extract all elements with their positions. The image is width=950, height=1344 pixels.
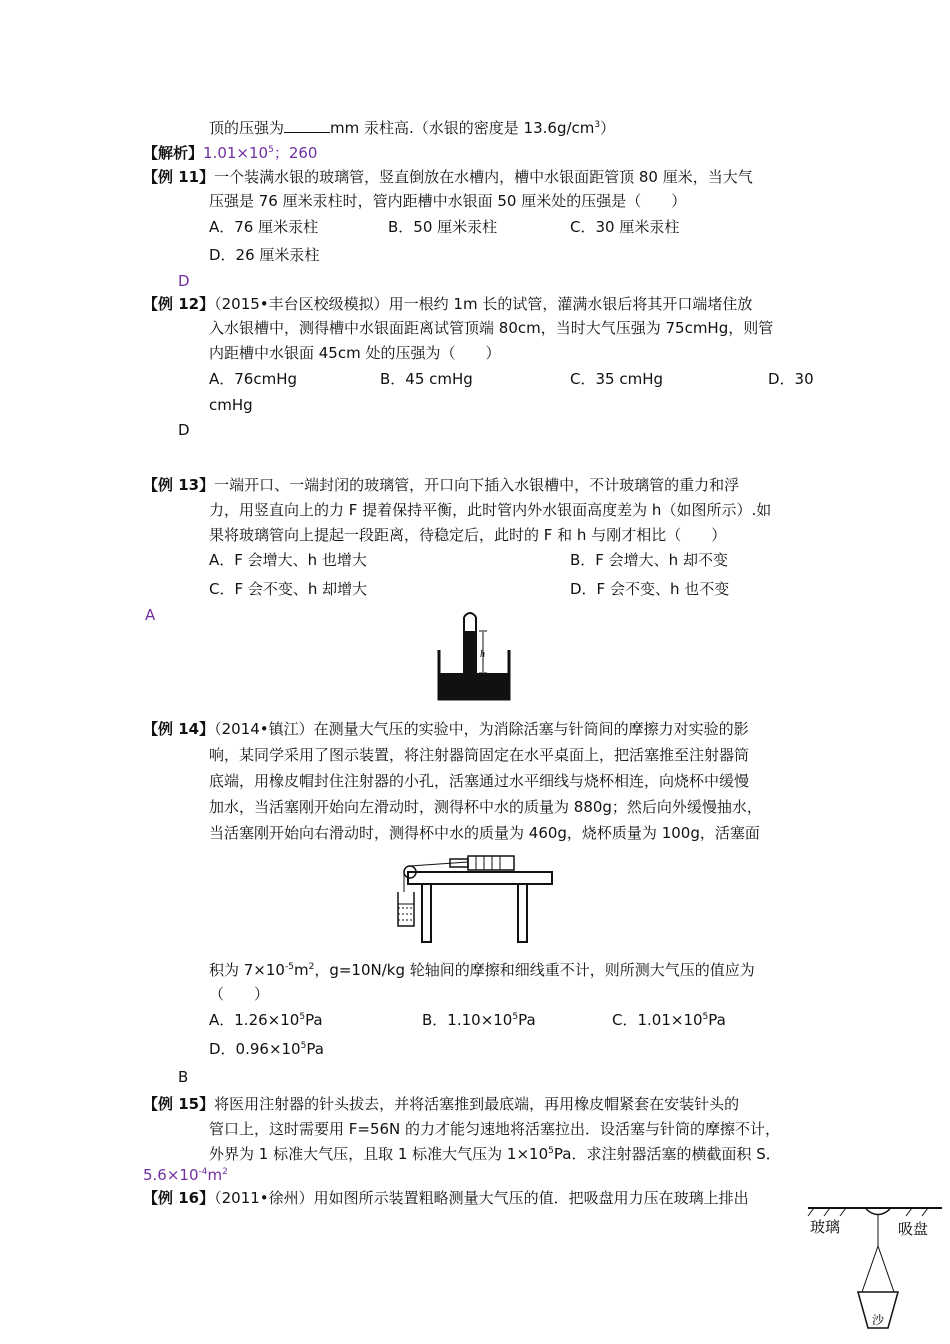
- q13-line2: 力，用竖直向上的力 F 提着保持平衡，此时管内外水银面高度差为 h（如图所示）.如: [209, 501, 772, 519]
- glass-label: 玻璃: [810, 1218, 841, 1236]
- suction-cup-figure: [806, 1196, 946, 1336]
- q15-line2: 管口上，这时需要用 F=56N 的力才能匀速地将活塞拉出．设活塞与针筒的摩擦不计，: [209, 1120, 781, 1138]
- q15-line1: 【例 15】将医用注射器的针头拔去，并将活塞推到最底端，再用橡皮帽紧套在安装针头的: [143, 1095, 740, 1113]
- q13-option-b: B．F 会增大、h 却不变: [570, 551, 728, 569]
- q13-option-a: A．F 会增大、h 也增大: [209, 551, 367, 569]
- q11-line2: 压强是 76 厘米汞柱时，管内距槽中水银面 50 厘米处的压强是（ ）: [209, 192, 687, 210]
- q12-option-b: B．45 cmHg: [380, 370, 473, 388]
- q14-option-d: D．$0.96\times 10^5Pa$: [209, 1040, 324, 1058]
- mercury-tube-figure: [436, 605, 512, 701]
- q14-line4: 加水，当活塞刚开始向左滑动时，测得杯中水的质量为 880g；然后向外缓慢抽水，: [209, 798, 762, 816]
- q13-option-c: C．F 会不变、h 却增大: [209, 580, 368, 598]
- analysis-line: 【解析】$1.01\times 10^5$；260: [143, 144, 318, 162]
- q12-line2: 入水银槽中，测得槽中水银面距离试管顶端 80cm，当时大气压强为 75cmHg，则管: [209, 319, 774, 337]
- q13-line3: 果将玻璃管向上提起一段距离，待稳定后，此时的 F 和 h 与刚才相比（ ）: [209, 526, 727, 544]
- q12-option-c: C．35 cmHg: [570, 370, 663, 388]
- suction-cup-label: 吸盘: [898, 1220, 929, 1238]
- q12-answer: D: [178, 421, 190, 439]
- q13-line1: 【例 13】一端开口、一端封闭的玻璃管，开口向下插入水银槽中，不计玻璃管的重力和浮: [143, 476, 740, 494]
- q14-line6: 积为 $7\times 10^{-5}m^2$，g=10N/kg 轮轴间的摩擦和细线重不计，则所测大气压的值应为: [209, 961, 755, 979]
- q16-line1: 【例 16】（2011•徐州）用如图所示装置粗略测量大气压的值．把吸盘用力压在玻璃上排出: [143, 1189, 749, 1207]
- q12-line3: 内距槽中水银面 45cm 处的压强为（ ）: [209, 344, 501, 362]
- syringe-table-figure: [388, 848, 556, 944]
- q14-line3: 底端，用橡皮帽封住注射器的小孔，活塞通过水平细线与烧杯相连，向烧杯中缓慢: [209, 772, 750, 790]
- q11-option-b: B．50 厘米汞柱: [388, 218, 498, 236]
- text-line: 顶的压强为 mm 汞柱高.（水银的密度是 $13.6g/cm^3$）: [209, 119, 616, 137]
- q14-line2: 响，某同学采用了图示装置，将注射器筒固定在水平桌面上，把活塞推至注射器筒: [209, 746, 750, 764]
- q13-option-d: D．F 会不变、h 也不变: [570, 580, 730, 598]
- q11-option-a: A．76 厘米汞柱: [209, 218, 319, 236]
- q13-answer: A: [145, 606, 156, 624]
- h-label: h: [480, 649, 485, 660]
- q15-answer: $5.6\times 10^{-4}m^2$: [143, 1166, 228, 1184]
- q14-line1: 【例 14】（2014•镇江）在测量大气压的实验中，为消除活塞与针筒间的摩擦力对实验的影: [143, 720, 749, 738]
- q12-option-d-unit: cmHg: [209, 396, 253, 414]
- q14-option-a: A．$1.26\times 10^5Pa$: [209, 1011, 323, 1029]
- q11-answer: D: [178, 272, 190, 290]
- q14-line7: （ ）: [209, 985, 270, 1003]
- sand-label: 沙: [872, 1313, 885, 1327]
- q12-line1: 【例 12】（2015•丰台区校级模拟）用一根约 1m 长的试管，灌满水银后将其开口端堵住放: [143, 295, 753, 313]
- q14-option-b: B．$1.10\times 10^5Pa$: [422, 1011, 536, 1029]
- q14-answer: B: [178, 1068, 189, 1086]
- q12-option-a: A．76cmHg: [209, 370, 298, 388]
- q11-option-d: D．26 厘米汞柱: [209, 246, 320, 264]
- q14-option-c: C．$1.01\times 10^5Pa$: [612, 1011, 726, 1029]
- answer-blank: [284, 118, 330, 133]
- q11-line1: 【例 11】一个装满水银的玻璃管，竖直倒放在水槽内，槽中水银面距管顶 80 厘米，当大气: [143, 168, 753, 186]
- q14-line5: 当活塞刚开始向右滑动时，测得杯中水的质量为 460g，烧杯质量为 100g，活塞面: [209, 824, 760, 842]
- q15-line3: 外界为 1 标准大气压，且取 1 标准大气压为 $1\times 10^5Pa$．求注射器活塞的横截面积 S．: [209, 1145, 781, 1163]
- q12-option-d: D．30: [768, 370, 814, 388]
- q11-option-c: C．30 厘米汞柱: [570, 218, 680, 236]
